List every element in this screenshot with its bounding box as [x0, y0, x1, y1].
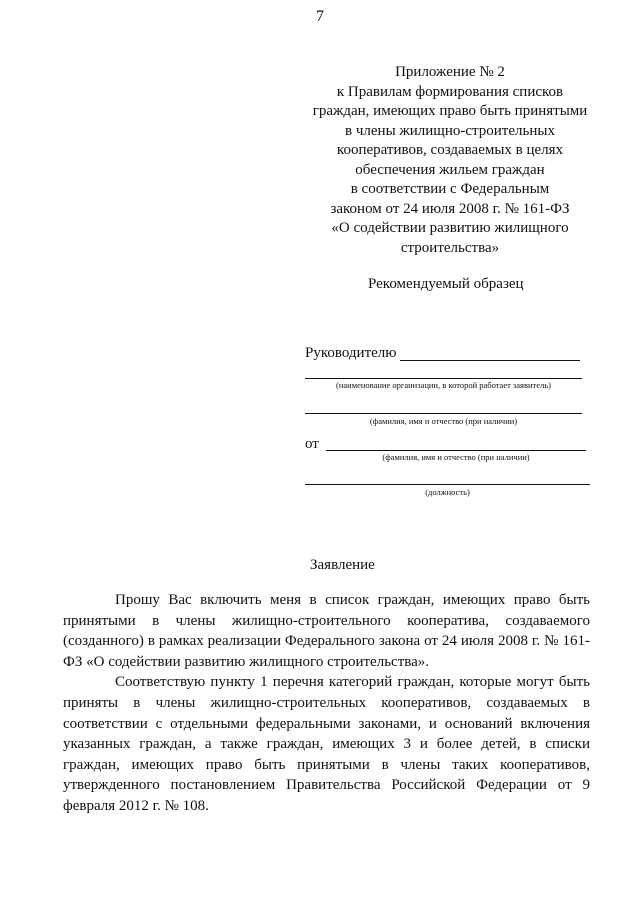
appendix-line: в соответствии с Федеральным	[350, 181, 550, 197]
to-label: Руководителю	[305, 345, 397, 361]
appendix-line: граждан, имеющих право быть принятыми	[312, 103, 588, 119]
page-number: 7	[316, 8, 324, 25]
caption-position: (должность)	[425, 487, 470, 497]
sample-label: Рекомендуемый образец	[368, 276, 524, 292]
appendix-line: обеспечения жильем граждан	[355, 161, 545, 178]
appendix-line: законом от 24 июля 2008 г. № 161-ФЗ	[330, 200, 570, 217]
position-blank[interactable]	[305, 484, 590, 485]
appendix-line: строительства»	[400, 239, 500, 256]
caption-fio-recipient: (фамилия, имя и отчество (при наличии)	[369, 416, 518, 426]
paragraph: Соответствую пункту 1 перечня категорий граждан, которые могут быть приняты в члены жилищно-строительных кооперативов, создаваемых в соответствии с отдельными федеральными законами, и оснований включения указанных граждан, а также граждан, имеющих 3 и более детей, в списки граждан, имеющих право быть принятыми в члены таких кооперативов, утвержденного постановлением Правительства Российской Федерации от 9 февраля 2012 г. № 108.	[63, 674, 590, 814]
organization-blank[interactable]	[305, 378, 582, 379]
applicant-name-blank[interactable]	[326, 450, 586, 451]
recipient-blank[interactable]	[400, 360, 580, 361]
statement-body	[63, 590, 590, 817]
appendix-line: кооперативов, создаваемых в целях	[336, 142, 564, 158]
appendix-line: «О содействии развитию жилищного	[331, 220, 569, 236]
caption-fio-applicant: (фамилия, имя и отчество (при наличии)	[382, 452, 530, 462]
caption-organization: (наименование организации, в которой работает заявитель)	[336, 380, 551, 390]
appendix-line: Приложение № 2	[395, 64, 505, 80]
appendix-line: к Правилам формирования списков	[336, 83, 564, 100]
appendix-line: в члены жилищно-строительных	[345, 122, 555, 139]
appendix-block	[300, 63, 600, 258]
paragraph: Прошу Вас включить меня в список граждан, имеющих право быть принятыми в члены жилищно-строительного кооператива, создаваемого (созданного) в рамках реализации Федерального закона от 24 июля 2008 г. № 161-ФЗ «О содействии развитию жилищного строительства».	[63, 592, 590, 670]
statement-title: Заявление	[310, 557, 375, 573]
from-label: от	[305, 436, 319, 452]
recipient-name-blank[interactable]	[305, 413, 582, 414]
